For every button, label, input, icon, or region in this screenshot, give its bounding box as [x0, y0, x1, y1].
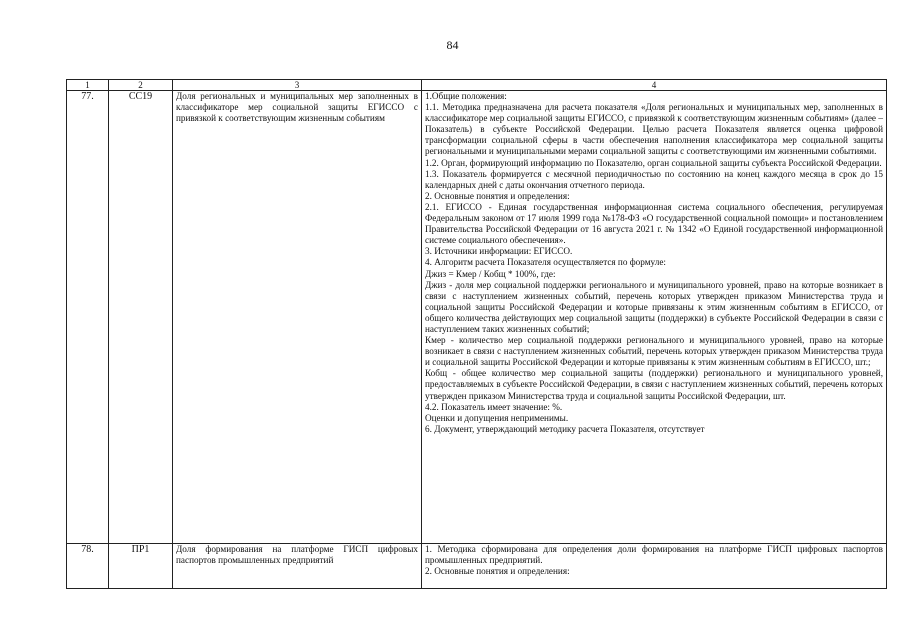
table-row: [67, 544, 887, 589]
header-cell-1: 1: [67, 80, 109, 91]
methodology-text: [422, 91, 887, 544]
methodology-paragraph: 1. Методика сформирована для определения доли формирования на платформе ГИСП цифровых паспортов промышленных предприятий.: [425, 544, 883, 566]
indicator-code: СС19: [109, 91, 173, 544]
methodology-text: [422, 544, 887, 589]
methodology-paragraph: 1.1. Методика предназначена для расчета показателя «Доля региональных и муниципальных мер, заполненных в классификаторе мер социальной защиты ЕГИССО, с привязкой к соответствующим жизненным событиям» (далее – Показатель) в субъекте Российской Федерации. Целью расчета Показателя является оценка цифровой трансформации социальной сферы в части обеспечения наполнения классификатора мер социальной защиты региональными и муниципальными мерами социальной защиты с соответствующими им жизненными событиями.: [425, 102, 883, 157]
row-number: 77.: [67, 91, 109, 544]
methodology-paragraph: Кобщ - общее количество мер социальной защиты (поддержки) регионального и муниципального уровней, предоставляемых в субъекте Российской Федерации, в связи с наступлением жизненных событий, перечень которых утвержден приказом Министерства труда и социальной защиты Российской Федерации, шт.: [425, 368, 883, 401]
page-number: 84: [446, 38, 459, 52]
row-number: 78.: [67, 544, 109, 589]
methodology-paragraph: 2. Основные понятия и определения:: [425, 566, 570, 577]
header-cell-4: 4: [422, 80, 887, 91]
methodology-paragraph: 1.2. Орган, формирующий информацию по Показателю, орган социальной защиты субъекта Российской Федерации.: [425, 157, 882, 168]
methodology-paragraph: Оценки и допущения неприменимы.: [425, 412, 569, 423]
methodology-paragraph: 4.2. Показатель имеет значение: %.: [425, 401, 563, 412]
methodology-paragraph: 1.3. Показатель формируется с месячной периодичностью по состоянию на конец каждого месяца в срок до 15 календарных дней с даты окончания отчетного периода.: [425, 168, 883, 190]
table-row: [67, 91, 887, 544]
header-cell-2: 2: [109, 80, 173, 91]
indicators-table: [66, 79, 887, 589]
methodology-paragraph: 2.1. ЕГИССО - Единая государственная информационная система социального обеспечения, регулируемая Федеральным законом от 17 июля 1999 года №178-ФЗ «О государственной социальной помощи» и постановлением Правительства Российской Федерации от 16 августа 2021 г. № 1342 «О Единой государственной информационной системе социального обеспечения».: [425, 201, 883, 246]
methodology-paragraph: 3. Источники информации: ЕГИССО.: [425, 246, 573, 257]
formula: Джиз = Кмер / Кобщ * 100%, где:: [425, 268, 556, 279]
table-header-row: [67, 80, 887, 91]
indicator-name: Доля региональных и муниципальных мер заполненных в классификаторе мер социальной защиты ЕГИССО с привязкой к соответствующим жизненным событиям: [173, 91, 422, 544]
methodology-paragraph: 6. Документ, утверждающий методику расчета Показателя, отсутствует: [425, 423, 705, 434]
methodology-paragraph: Джиз - доля мер социальной поддержки регионального и муниципального уровней, право на которые возникает в связи с наступлением жизненных событий, перечень которых утвержден приказом Министерства труда и социальной защиты Российской Федерации и которые привязаны к этим жизненным событиям в ЕГИССО, от общего количества действующих мер социальной защиты (поддержки) в субъекте Российской Федерации в связи с наступлением таких жизненных событий;: [425, 279, 883, 334]
methodology-paragraph: Кмер - количество мер социальной поддержки регионального и муниципального уровней, право на которые возникает в связи с наступлением жизненных событий, перечень которых утвержден приказом Министерства труда и социальной защиты Российской Федерации и которые привязаны к этим жизненным событиям в ЕГИССО, шт.;: [425, 335, 883, 368]
methodology-paragraph: 2. Основные понятия и определения:: [425, 190, 570, 201]
indicator-code: ПР1: [109, 544, 173, 589]
methodology-paragraph: 1.Общие положения:: [425, 91, 507, 101]
methodology-paragraph: 4. Алгоритм расчета Показателя осуществляется по формуле:: [425, 257, 666, 268]
header-cell-3: 3: [173, 80, 422, 91]
indicator-name: Доля формирования на платформе ГИСП цифровых паспортов промышленных предприятий: [173, 544, 422, 589]
